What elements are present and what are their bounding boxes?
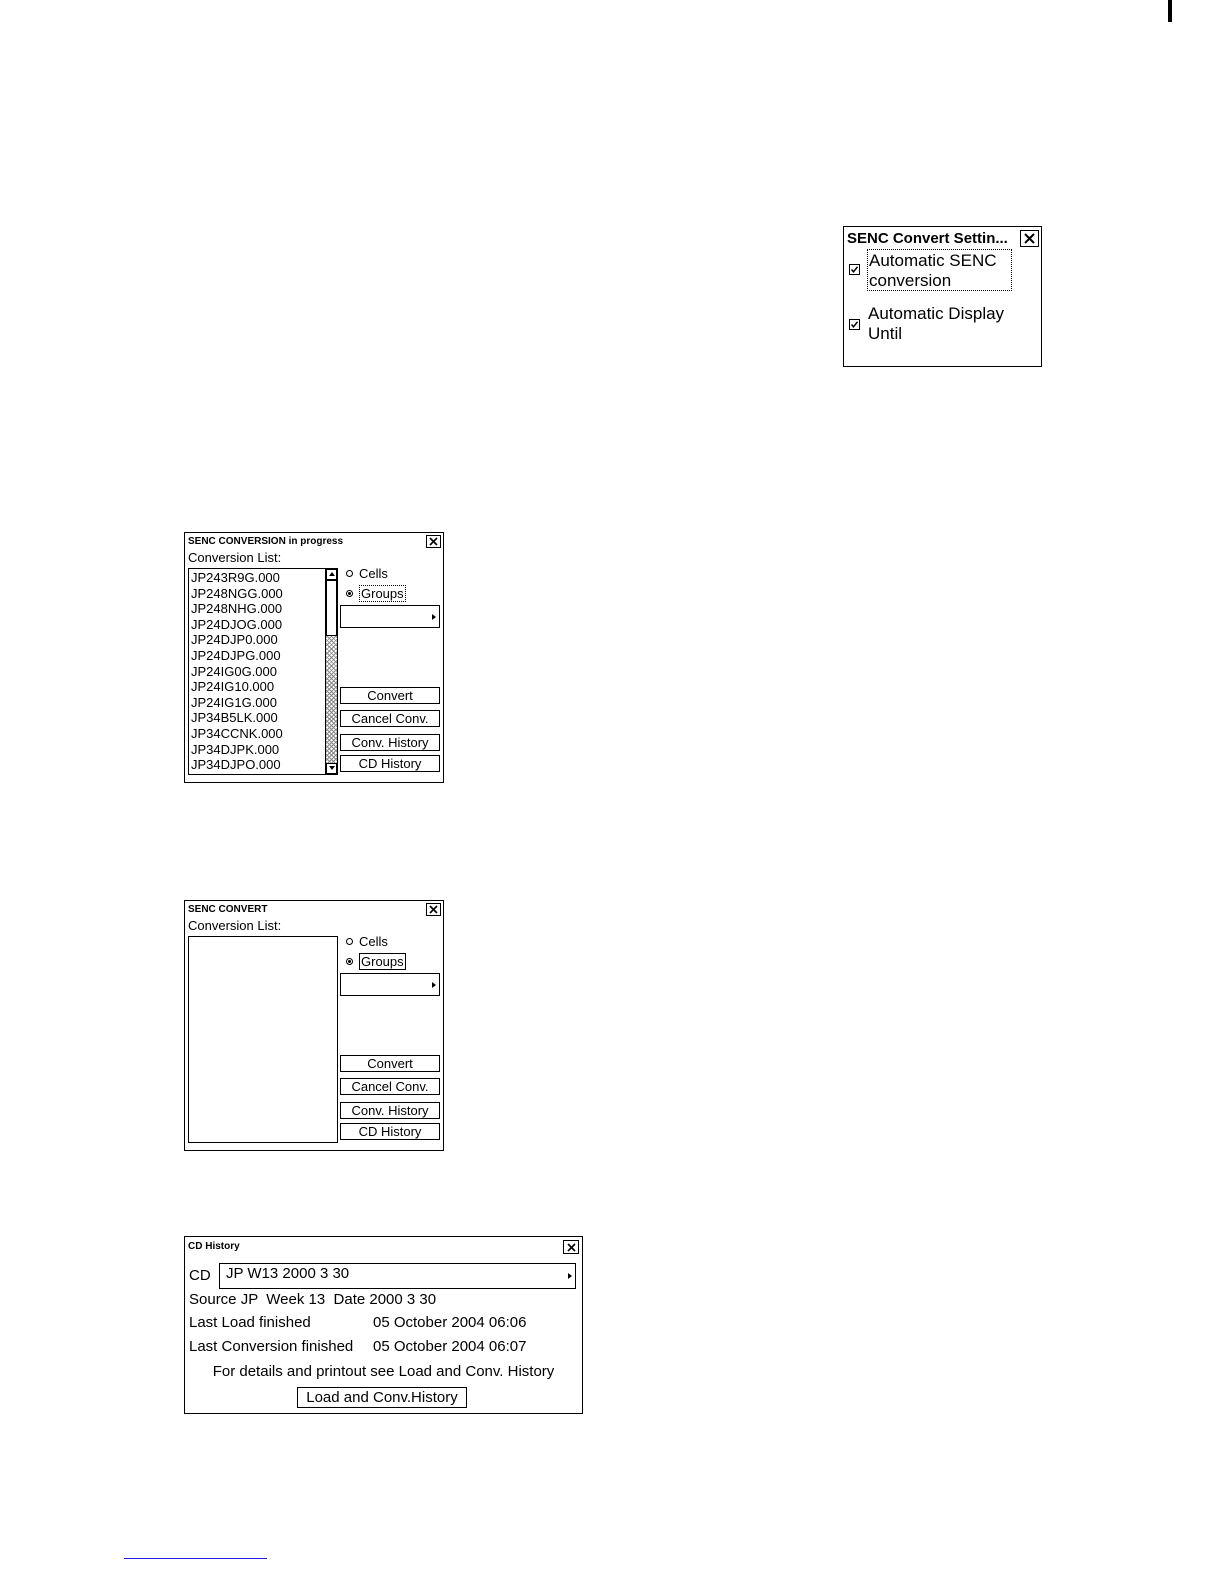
- list-item[interactable]: JP248NHG.000: [191, 601, 283, 617]
- list-item[interactable]: JP34DJPK.000: [191, 741, 280, 757]
- list-item[interactable]: JP24DJP0.000: [191, 632, 278, 648]
- convert-button[interactable]: Convert: [340, 1055, 440, 1072]
- radio-button-icon: [346, 570, 353, 577]
- auto-senc-conversion-checkbox[interactable]: [849, 264, 860, 275]
- close-button[interactable]: [426, 903, 441, 916]
- conversion-list-items: [189, 569, 324, 773]
- radio-cells[interactable]: Cells: [346, 934, 388, 949]
- last-load-value: 05 October 2004 06:06: [373, 1314, 527, 1331]
- radio-cells[interactable]: Cells: [346, 566, 388, 581]
- dialog-title: CD History: [188, 1241, 240, 1252]
- conversion-list[interactable]: [188, 936, 338, 1143]
- list-item[interactable]: JP24DJOG.000: [191, 616, 283, 632]
- cd-history-button[interactable]: CD History: [340, 755, 440, 772]
- cd-selected-value: JP W13 2000 3 30: [226, 1265, 350, 1282]
- checkmark-icon: [850, 265, 859, 274]
- senc-convert-dialog: [184, 900, 444, 1151]
- cancel-conv-button[interactable]: Cancel Conv.: [340, 710, 440, 727]
- auto-display-until-label[interactable]: Automatic Display Until: [868, 304, 1005, 343]
- load-and-conv-history-button[interactable]: Load and Conv.History: [297, 1387, 467, 1408]
- last-conversion-label: Last Conversion finished: [189, 1338, 354, 1355]
- radio-groups[interactable]: Groups: [346, 953, 406, 970]
- senc-conversion-progress-dialog: [184, 532, 444, 783]
- radio-button-selected-icon: [346, 958, 353, 965]
- radio-button-selected-icon: [346, 590, 353, 597]
- list-item[interactable]: JP34CCNK.000: [191, 725, 283, 741]
- cd-select-dropdown[interactable]: [219, 1263, 576, 1289]
- radio-groups[interactable]: Groups: [346, 585, 406, 602]
- list-item[interactable]: JP24IG10.000: [191, 679, 275, 695]
- source-line: Source JP Week 13 Date 2000 3 30: [189, 1291, 437, 1308]
- page-edge-rule: [1168, 0, 1172, 22]
- dialog-title: SENC Convert Settin...: [847, 230, 1008, 247]
- senc-convert-settings-dialog: [843, 226, 1042, 367]
- close-button[interactable]: [563, 1240, 579, 1254]
- scroll-thumb[interactable]: [326, 580, 337, 636]
- scroll-up-button[interactable]: [326, 569, 337, 580]
- list-item[interactable]: JP34DJPO.000: [191, 757, 281, 773]
- dropdown-arrow-icon: [432, 982, 436, 988]
- conv-history-button[interactable]: Conv. History: [340, 734, 440, 751]
- arrow-down-icon: [329, 766, 335, 770]
- cancel-conv-button[interactable]: Cancel Conv.: [340, 1078, 440, 1095]
- checkmark-icon: [850, 320, 859, 329]
- convert-button[interactable]: Convert: [340, 687, 440, 704]
- cd-history-dialog: [184, 1236, 583, 1414]
- footnote-separator: [124, 1558, 267, 1559]
- close-icon: [1024, 233, 1035, 244]
- dropdown-arrow-icon: [568, 1273, 572, 1279]
- list-item[interactable]: JP34B5LK.000: [191, 710, 278, 726]
- cd-label: CD: [189, 1267, 211, 1284]
- arrow-up-icon: [329, 572, 335, 576]
- list-item[interactable]: JP243R9G.000: [191, 570, 280, 585]
- conversion-list[interactable]: [188, 568, 338, 775]
- last-load-label: Last Load finished: [189, 1314, 311, 1331]
- dialog-title: SENC CONVERSION in progress: [188, 536, 344, 547]
- group-select-dropdown[interactable]: [340, 605, 440, 628]
- conversion-list-label: Conversion List:: [188, 550, 282, 565]
- auto-display-until-checkbox[interactable]: [849, 319, 860, 330]
- dialog-title: SENC CONVERT: [188, 904, 268, 915]
- list-item[interactable]: JP24IG1G.000: [191, 694, 277, 710]
- list-scrollbar[interactable]: [325, 569, 337, 774]
- conversion-list-label: Conversion List:: [188, 918, 282, 933]
- close-icon: [567, 1243, 576, 1252]
- radio-button-icon: [346, 938, 353, 945]
- auto-senc-conversion-label[interactable]: Automatic SENC conversion: [867, 249, 1012, 291]
- details-note: For details and printout see Load and Conv. History: [212, 1363, 555, 1380]
- close-icon: [429, 537, 438, 546]
- list-item[interactable]: JP24DJPG.000: [191, 647, 281, 663]
- dropdown-arrow-icon: [432, 614, 436, 620]
- last-conversion-value: 05 October 2004 06:07: [373, 1338, 527, 1355]
- list-item[interactable]: JP248NGG.000: [191, 585, 283, 601]
- scroll-down-button[interactable]: [326, 763, 337, 774]
- close-icon: [429, 905, 438, 914]
- group-select-dropdown[interactable]: [340, 973, 440, 996]
- conv-history-button[interactable]: Conv. History: [340, 1102, 440, 1119]
- close-button[interactable]: [426, 535, 441, 548]
- close-button[interactable]: [1020, 230, 1039, 247]
- list-item[interactable]: JP24IG0G.000: [191, 663, 277, 679]
- cd-history-button[interactable]: CD History: [340, 1123, 440, 1140]
